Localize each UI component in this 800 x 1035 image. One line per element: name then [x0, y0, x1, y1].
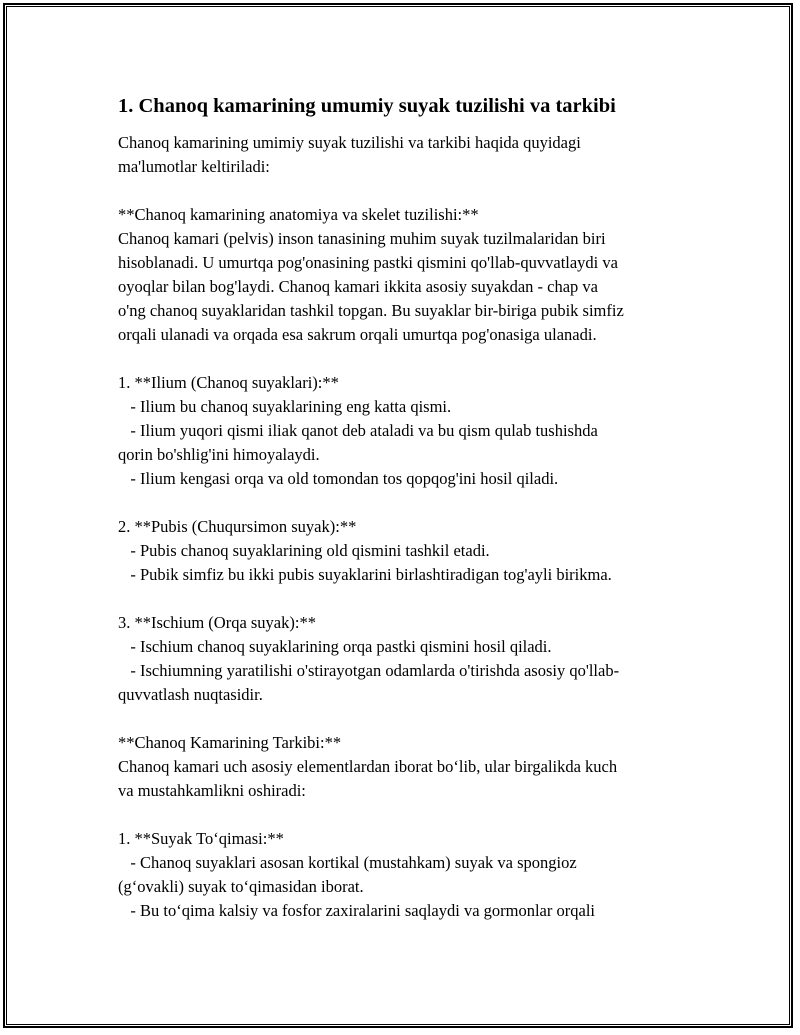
blank-line [118, 707, 698, 731]
paragraph-lines [118, 131, 698, 923]
text-line: - Pubik simfiz bu ikki pubis suyaklarini birlashtiradigan tog'ayli birikma. [118, 565, 612, 584]
text-line: - Ischiumning yaratilishi o'stirayotgan odamlarda o'tirishda asosiy qo'llab- [118, 661, 620, 680]
text-line: (g‘ovakli) suyak to‘qimasidan iborat. [118, 877, 364, 896]
text-line: Chanoq kamari (pelvis) inson tanasining muhim suyak tuzilmalaridan biri [118, 229, 606, 248]
document-body [118, 93, 698, 923]
blank-line [118, 803, 698, 827]
text-line: 1. **Ilium (Chanoq suyaklari):** [118, 373, 339, 392]
section-heading: 1. Chanoq kamarining umumiy suyak tuzilishi va tarkibi [118, 95, 616, 117]
text-line: o'ng chanoq suyaklaridan tashkil topgan. Bu suyaklar bir-biriga pubik simfiz [118, 301, 624, 320]
text-line: - Ilium yuqori qismi iliak qanot deb ataladi va bu qism qulab tushishda [118, 421, 598, 440]
text-line: ma'lumotlar keltiriladi: [118, 157, 270, 176]
text-line: Chanoq kamari uch asosiy elementlardan iborat bo‘lib, ular birgalikda kuch [118, 757, 618, 776]
text-line: **Chanoq Kamarining Tarkibi:** [118, 733, 342, 752]
text-line: Chanoq kamarining umimiy suyak tuzilishi va tarkibi haqida quyidagi [118, 133, 581, 152]
blank-line [118, 491, 698, 515]
blank-line [118, 179, 698, 203]
text-line: quvvatlash nuqtasidir. [118, 685, 263, 704]
text-line: oyoqlar bilan bog'laydi. Chanoq kamari ikkita asosiy suyakdan - chap va [118, 277, 598, 296]
text-line: 2. **Pubis (Chuqursimon suyak):** [118, 517, 357, 536]
text-line: - Ilium bu chanoq suyaklarining eng katta qismi. [118, 397, 452, 416]
text-line: - Bu to‘qima kalsiy va fosfor zaxiralarini saqlaydi va gormonlar orqali [118, 901, 595, 920]
text-line: - Ilium kengasi orqa va old tomondan tos qopqog'ini hosil qiladi. [118, 469, 559, 488]
text-line: - Ischium chanoq suyaklarining orqa pastki qismini hosil qiladi. [118, 637, 552, 656]
text-line: **Chanoq kamarining anatomiya va skelet tuzilishi:** [118, 205, 479, 224]
text-line: hisoblanadi. U umurtqa pog'onasining pastki qismini qo'llab-quvvatlaydi va [118, 253, 618, 272]
text-line: - Pubis chanoq suyaklarining old qismini tashkil etadi. [118, 541, 490, 560]
text-line: va mustahkamlikni oshiradi: [118, 781, 306, 800]
blank-line [118, 347, 698, 371]
text-line: 1. **Suyak To‘qimasi:** [118, 829, 284, 848]
text-line: 3. **Ischium (Orqa suyak):** [118, 613, 316, 632]
text-line: orqali ulanadi va orqada esa sakrum orqali umurtqa pog'onasiga ulanadi. [118, 325, 597, 344]
text-line: qorin bo'shlig'ini himoyalaydi. [118, 445, 320, 464]
text-line: - Chanoq suyaklari asosan kortikal (mustahkam) suyak va spongioz [118, 853, 577, 872]
blank-line [118, 587, 698, 611]
